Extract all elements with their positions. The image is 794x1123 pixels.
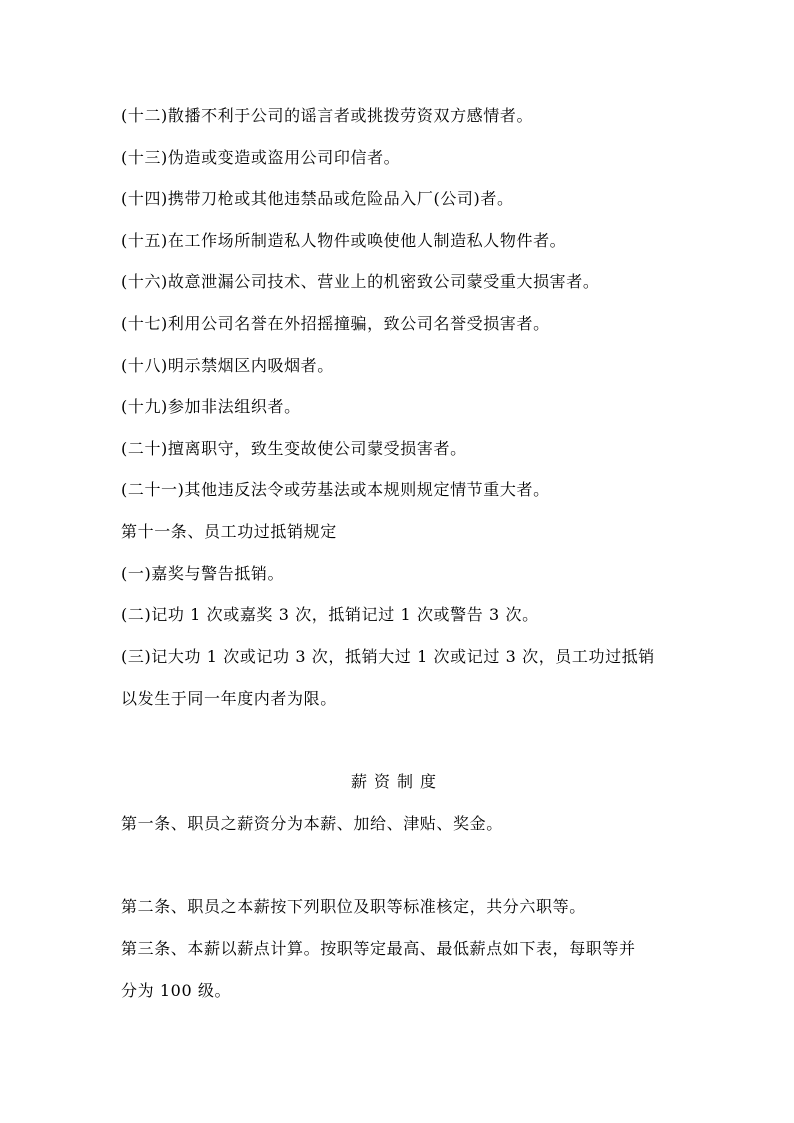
paragraph-line: (十八)明示禁烟区内吸烟者。	[121, 356, 334, 375]
paragraph-line: (十九)参加非法组织者。	[121, 397, 301, 416]
paragraph-line: (二十)擅离职守，致生变故使公司蒙受损害者。	[121, 439, 467, 458]
paragraph-line: (十二)散播不利于公司的谣言者或挑拨劳资双方感情者。	[121, 106, 534, 125]
paragraph-line: 以发生于同一年度内者为限。	[121, 689, 337, 708]
paragraph-line: (三)记大功 1 次或记功 3 次，抵销大过 1 次或记过 3 次，员工功过抵销	[121, 647, 655, 666]
paragraph-line: (一)嘉奖与警告抵销。	[121, 564, 285, 583]
paragraph-line: 第三条、本薪以薪点计算。按职等定最高、最低薪点如下表，每职等并	[121, 939, 636, 958]
article-heading: 第十一条、员工功过抵销规定	[121, 522, 337, 541]
paragraph-line: (十七)利用公司名誉在外招摇撞骗，致公司名誉受损害者。	[121, 314, 550, 333]
section-title: 薪资制度	[350, 772, 443, 791]
paragraph-line: (十五)在工作场所制造私人物件或唤使他人制造私人物件者。	[121, 231, 567, 250]
paragraph-line: (二十一)其他违反法令或劳基法或本规则规定情节重大者。	[121, 480, 550, 499]
paragraph-line: (二)记功 1 次或嘉奖 3 次，抵销记过 1 次或警告 3 次。	[121, 605, 539, 624]
paragraph-line: (十六)故意泄漏公司技术、营业上的机密致公司蒙受重大损害者。	[121, 272, 600, 291]
paragraph-line: (十四)携带刀枪或其他违禁品或危险品入厂(公司)者。	[121, 189, 514, 208]
paragraph-line: (十三)伪造或变造或盗用公司印信者。	[121, 148, 401, 167]
paragraph-line: 第一条、职员之薪资分为本薪、加给、津贴、奖金。	[121, 814, 503, 833]
paragraph-line: 第二条、职员之本薪按下列职位及职等标准核定，共分六职等。	[121, 897, 586, 916]
paragraph-line: 分为 100 级。	[121, 981, 232, 1000]
